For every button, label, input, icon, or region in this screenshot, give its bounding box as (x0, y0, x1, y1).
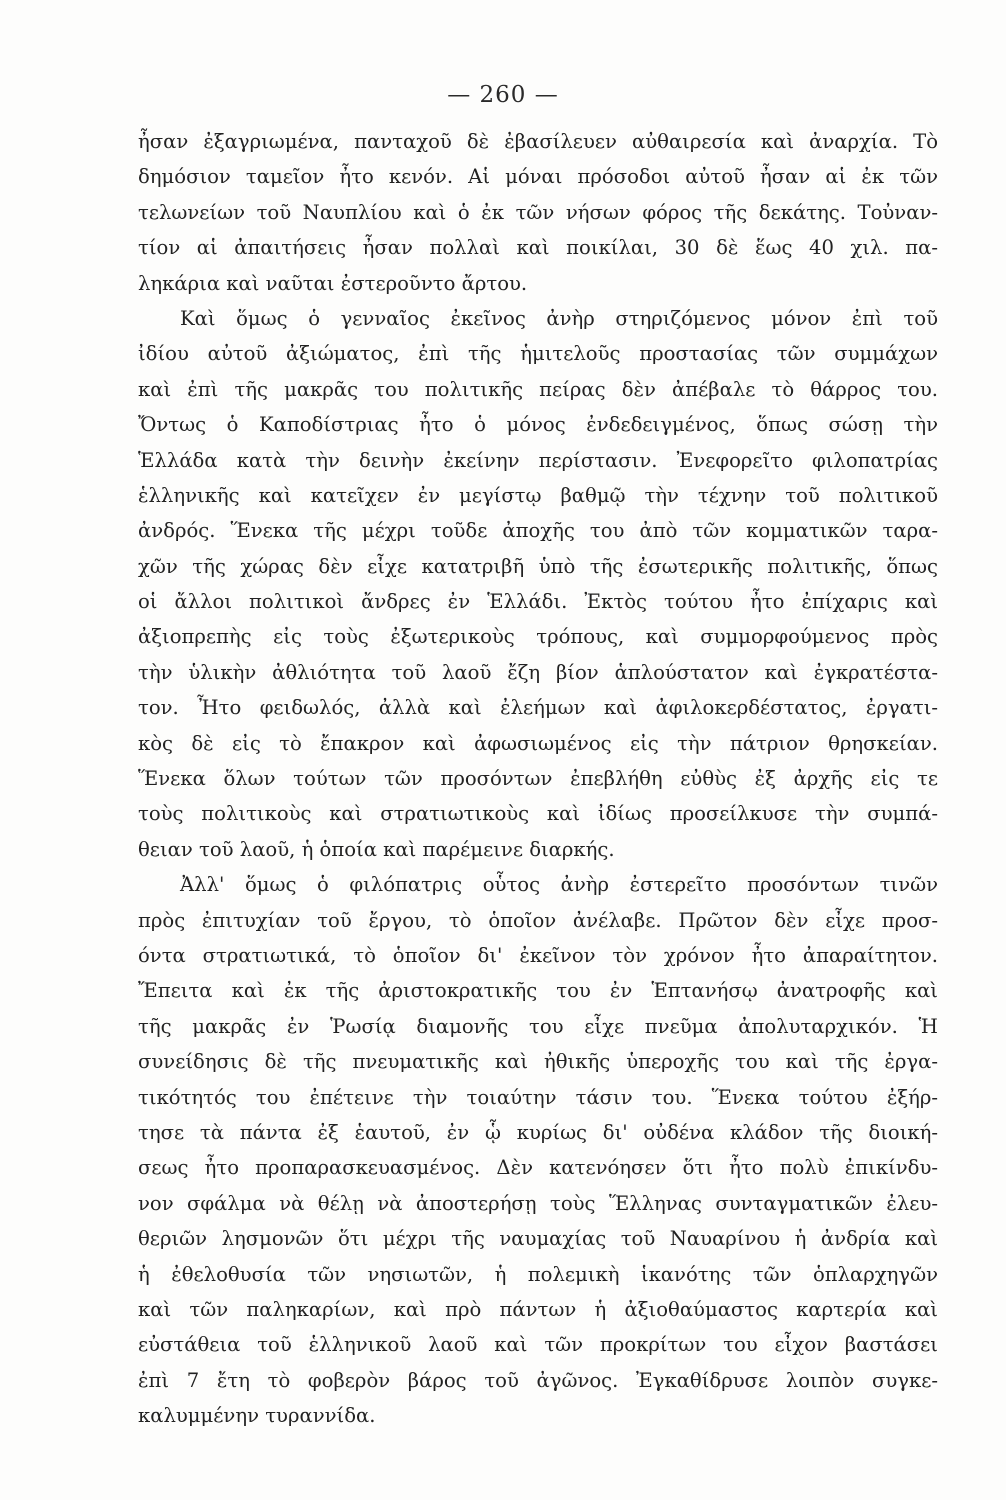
text-line: νον σφάλμα νὰ θέλῃ νὰ ἀποστερήσῃ τοὺς Ἕλληνας συνταγματικῶν ἐλευ- (138, 1191, 938, 1215)
text-line: ἦσαν ἐξαγριωμένα, πανταχοῦ δὲ ἐβασίλευεν αὐθαιρεσία καὶ ἀναρχία. Τὸ (138, 130, 938, 153)
text-line: ἑλληνικῆς καὶ κατεῖχεν ἐν μεγίστῳ βαθμῷ τὴν τέχνην τοῦ πολιτικοῦ (138, 483, 938, 507)
text-line: δημόσιον ταμεῖον ἦτο κενόν. Αἱ μόναι πρόσοδοι αὐτοῦ ἦσαν αἱ ἐκ τῶν (138, 165, 938, 189)
text-line: τικότητός του ἐπέτεινε τὴν τοιαύτην τάσιν του. Ἕνεκα τούτου ἐξήρ- (138, 1085, 938, 1109)
text-line: ἀνδρός. Ἕνεκα τῆς μέχρι τοῦδε ἀποχῆς του ἀπὸ τῶν κομματικῶν ταρα- (138, 519, 938, 543)
text-line: ληκάρια καὶ ναῦται ἐστεροῦντο ἄρτου. (138, 271, 528, 295)
text-line: τοὺς πολιτικοὺς καὶ στρατιωτικοὺς καὶ ἰδίως προσείλκυσε τὴν συμπά- (138, 802, 938, 826)
text-line: Ὄντως ὁ Καποδίστριας ἦτο ὁ μόνος ἐνδεδειγμένος, ὅπως σώσῃ τὴν (138, 413, 938, 437)
text-line: ἀξιοπρεπὴς εἰς τοὺς ἐξωτερικοὺς τρόπους, καὶ συμμορφούμενος πρὸς (138, 625, 938, 649)
text-line: Καὶ ὅμως ὁ γενναῖος ἐκεῖνος ἀνὴρ στηριζόμενος μόνον ἐπὶ τοῦ (180, 306, 938, 330)
text-line: σεως ἦτο προπαρασκευασμένος. Δὲν κατενόησεν ὅτι ἦτο πολὺ ἐπικίνδυ- (138, 1156, 938, 1180)
text-line: συνείδησις δὲ τῆς πνευματικῆς καὶ ἠθικῆς ὑπεροχῆς του καὶ τῆς ἐργα- (138, 1050, 938, 1074)
text-line: χῶν τῆς χώρας δὲν εἶχε κατατριβῆ ὑπὸ τῆς ἐσωτερικῆς πολιτικῆς, ὅπως (138, 554, 938, 578)
text-line: θειαν τοῦ λαοῦ, ἡ ὁποία καὶ παρέμεινε διαρκής. (138, 837, 615, 861)
text-line: ἐπὶ 7 ἔτη τὸ φοβερὸν βάρος τοῦ ἀγῶνος. Ἐγκαθίδρυσε λοιπὸν συγκε- (138, 1368, 938, 1392)
text-line: καλυμμένην τυραννίδα. (138, 1404, 376, 1428)
text-line: πρὸς ἐπιτυχίαν τοῦ ἔργου, τὸ ὁποῖον ἀνέλαβε. Πρῶτον δὲν εἶχε προσ- (138, 908, 938, 932)
text-line: καὶ ἐπὶ τῆς μακρᾶς του πολιτικῆς πείρας δὲν ἀπέβαλε τὸ θάρρος του. (138, 377, 938, 401)
text-line: τίον αἱ ἀπαιτήσεις ἦσαν πολλαὶ καὶ ποικίλαι, 30 δὲ ἕως 40 χιλ. πα- (138, 236, 938, 260)
text-line: οἱ ἄλλοι πολιτικοὶ ἄνδρες ἐν Ἑλλάδι. Ἐκτὸς τούτου ἦτο ἐπίχαρις καὶ (138, 590, 938, 614)
text-line: ἡ ἐθελοθυσία τῶν νησιωτῶν, ἡ πολεμικὴ ἱκανότης τῶν ὁπλαρχηγῶν (138, 1262, 938, 1286)
text-line: εὐστάθεια τοῦ ἑλληνικοῦ λαοῦ καὶ τῶν προκρίτων του εἶχον βαστάσει (138, 1333, 938, 1357)
page-number: — 260 — (447, 82, 559, 108)
text-line: τὴν ὑλικὴν ἀθλιότητα τοῦ λαοῦ ἔζη βίον ἁπλούστατον καὶ ἐγκρατέστα- (138, 660, 938, 684)
text-line: καὶ τῶν παληκαρίων, καὶ πρὸ πάντων ἡ ἀξιοθαύμαστος καρτερία καὶ (138, 1297, 938, 1321)
text-line: θεριῶν λησμονῶν ὅτι μέχρι τῆς ναυμαχίας τοῦ Ναυαρίνου ἡ ἀνδρία καὶ (138, 1227, 938, 1251)
text-line: Ἕνεκα ὅλων τούτων τῶν προσόντων ἐπεβλήθη εὐθὺς ἐξ ἀρχῆς εἰς τε (138, 767, 938, 791)
text-line: όντα στρατιωτικά, τὸ ὁποῖον δι' ἐκεῖνον τὸν χρόνον ἦτο ἀπαραίτητον. (138, 943, 938, 967)
text-line: κὸς δὲ εἰς τὸ ἔπακρον καὶ ἀφωσιωμένος εἰς τὴν πάτριον θρησκείαν. (138, 731, 938, 755)
text-line: τελωνείων τοῦ Ναυπλίου καὶ ὁ ἐκ τῶν νήσων φόρος τῆς δεκάτης. Τοὐναν- (138, 200, 938, 224)
text-line: Ἑλλάδα κατὰ τὴν δεινὴν ἐκείνην περίστασιν. Ἐνεφορεῖτο φιλοπατρίας (138, 448, 938, 472)
text-line: τῆς μακρᾶς ἐν Ῥωσίᾳ διαμονῆς του εἶχε πνεῦμα ἀπολυταρχικόν. Ἡ (138, 1014, 938, 1038)
body-text (138, 124, 938, 1433)
text-line: ἰδίου αὐτοῦ ἀξιώματος, ἐπὶ τῆς ἡμιτελοῦς προστασίας τῶν συμμάχων (138, 342, 938, 366)
text-line: τησε τὰ πάντα ἐξ ἑαυτοῦ, ἐν ᾧ κυρίως δι' οὐδένα κλάδον τῆς διοική- (138, 1120, 938, 1144)
text-line: τον. Ἦτο φειδωλός, ἀλλὰ καὶ ἐλεήμων καὶ ἀφιλοκερδέστατος, ἐργατι- (138, 696, 938, 720)
text-line: Ἔπειτα καὶ ἐκ τῆς ἀριστοκρατικῆς του ἐν Ἑπτανήσῳ ἀνατροφῆς καὶ (138, 979, 938, 1003)
text-line: Ἀλλ' ὅμως ὁ φιλόπατρις οὗτος ἀνὴρ ἐστερεῖτο προσόντων τινῶν (180, 873, 938, 897)
